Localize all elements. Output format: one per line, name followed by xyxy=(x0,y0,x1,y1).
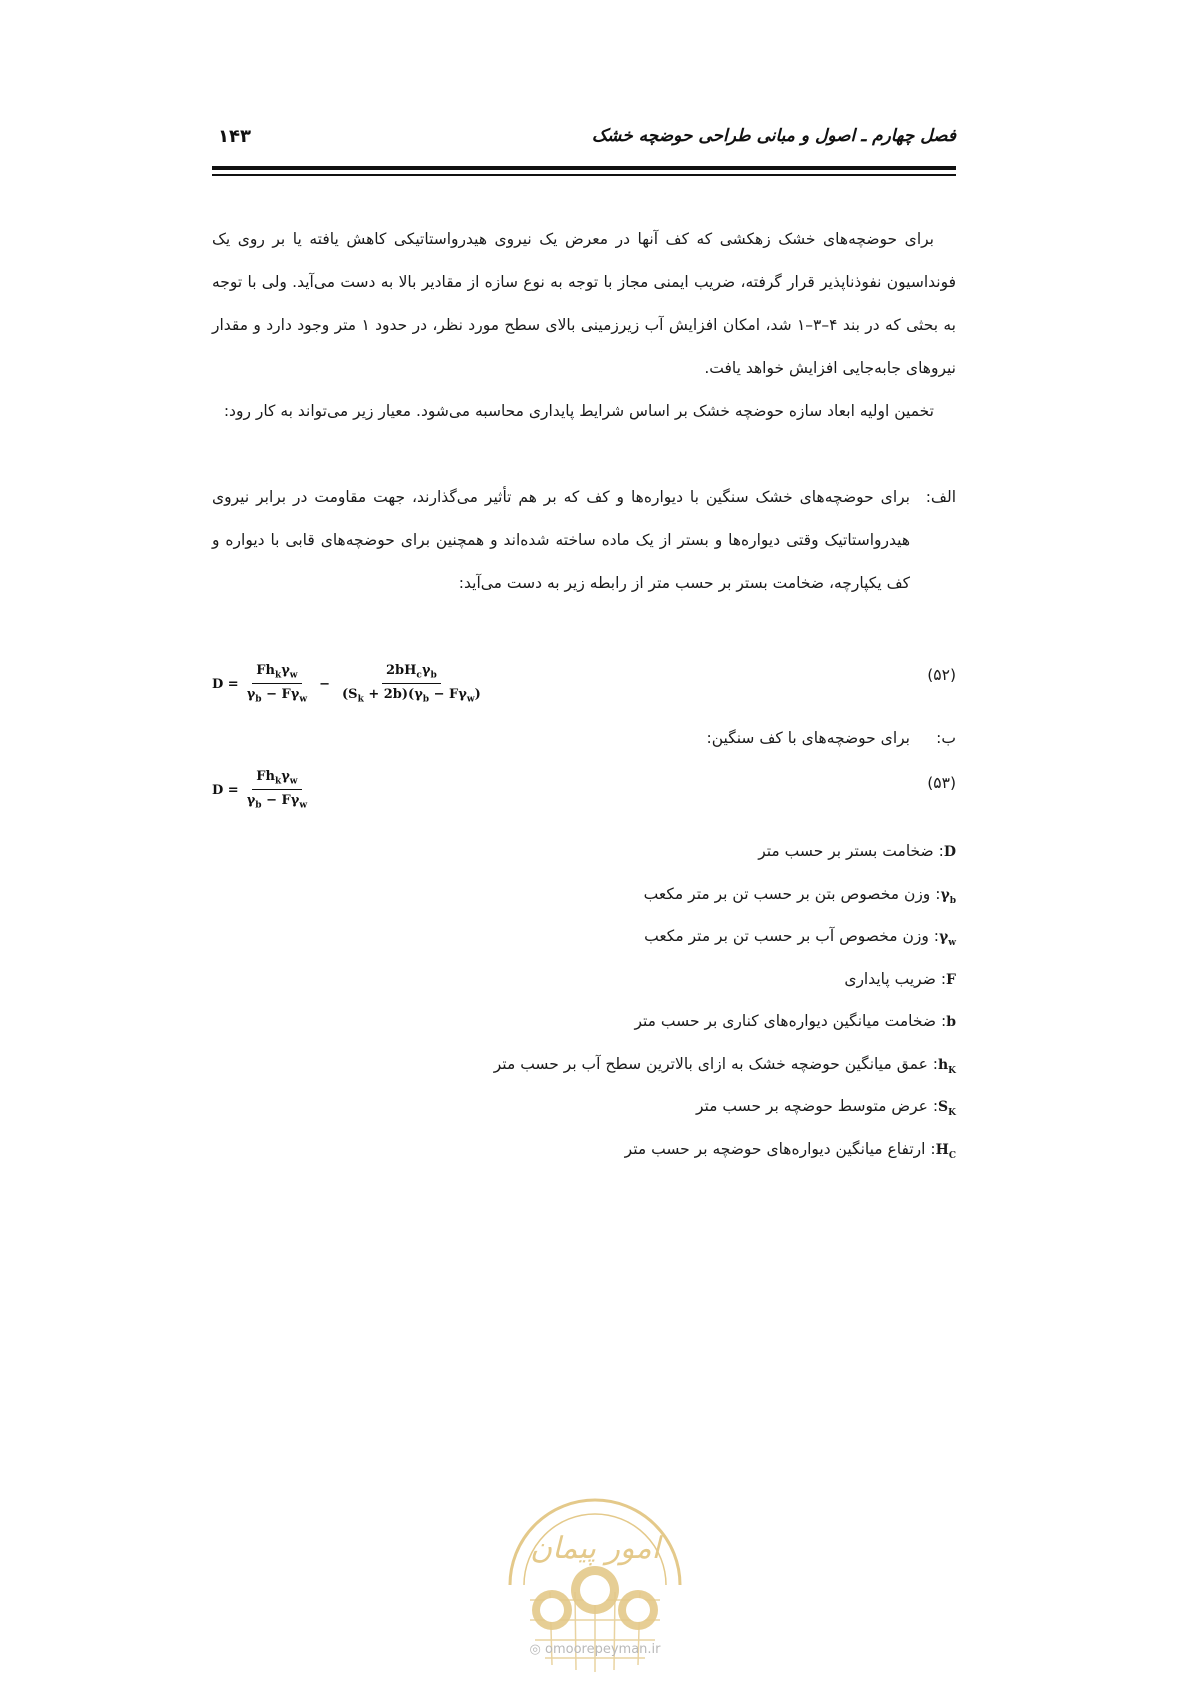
eq53-fraction xyxy=(243,769,311,810)
equation-53-formula xyxy=(212,764,315,816)
eq53-denominator: $\gamma_b - F\gamma_w$ xyxy=(246,793,308,811)
definition-text: : ضخامت بستر بر حسب متر xyxy=(758,842,944,860)
definition-symbol: F xyxy=(946,971,956,988)
page-header xyxy=(212,124,956,158)
definition-item xyxy=(494,830,956,873)
definition-symbol: $h_K$ xyxy=(937,1056,956,1076)
list-item-a-text: برای حوضچه‌های خشک سنگین با دیواره‌ها و کف که بر هم تأثیر می‌گذارند، جهت مقاومت در برابر نیروی هیدرواستاتیک وقتی دیواره‌ها و بستر از یک ماده ساخته شده‌اند و همچنین برای حوضچه‌های قابی با دیواره و کف یکپارچه، ضخامت بستر بر حسب متر از رابطه زیر به دست می‌آید: xyxy=(212,488,910,592)
definition-text: : ارتفاع میانگین دیواره‌های حوضچه بر حسب متر xyxy=(624,1139,936,1158)
definition-symbol: b xyxy=(946,1014,956,1030)
eq52-frac2-numerator: $2bH_c\gamma_b$ xyxy=(382,663,441,684)
definition-text: : ضریب پایداری xyxy=(844,969,947,988)
definition-item xyxy=(494,1043,956,1086)
equation-52-number: (۵۲) xyxy=(927,666,956,684)
definition-symbol: $\gamma_w$ xyxy=(939,929,956,948)
list-marker-a: الف: xyxy=(925,488,956,506)
definition-text: : ضخامت میانگین دیواره‌های کناری بر حسب متر xyxy=(634,1012,947,1030)
equation-53 xyxy=(212,764,956,816)
eq52-fraction-1 xyxy=(243,663,311,704)
eq52-frac1-numerator: $Fh_k\gamma_w$ xyxy=(252,663,301,684)
definition-symbol: $S_K$ xyxy=(938,1099,956,1118)
watermark-logo xyxy=(490,1480,700,1690)
eq52-frac2-denominator: $(S_k + 2b)(\gamma_b - F\gamma_w)$ xyxy=(342,687,481,705)
definition-text: : عرض متوسط حوضچه بر حسب متر xyxy=(695,1097,939,1115)
watermark-url: ◎ omoorepeyman.ir xyxy=(529,1642,661,1657)
definition-item xyxy=(494,873,956,916)
definition-text: : وزن مخصوص بتن بر حسب تن بر متر مکعب xyxy=(643,884,941,903)
definition-symbol: $\gamma_b$ xyxy=(940,886,956,906)
page-number: ۱۴۳ xyxy=(218,126,251,147)
eq53-numerator: $Fh_k\gamma_w$ xyxy=(252,769,301,790)
header-rule-thin xyxy=(212,174,956,176)
definition-symbol: D xyxy=(943,844,956,860)
definition-item xyxy=(494,1085,956,1128)
definition-item xyxy=(494,915,956,958)
definition-item xyxy=(494,1000,956,1043)
equation-52 xyxy=(212,656,956,712)
definition-symbol: $H_C$ xyxy=(935,1141,956,1161)
definition-item xyxy=(494,958,956,1001)
header-rule-thick xyxy=(212,166,956,170)
paragraph-2: تخمین اولیه ابعاد سازه حوضچه خشک بر اساس شرایط پایداری محاسبه می‌شود. معیار زیر می‌تواند به کار رود: xyxy=(223,402,934,420)
paragraph-1: برای حوضچه‌های خشک زهکشی که کف آنها در معرض یک نیروی هیدرواستاتیکی کاهش یافته یا بر روی یک فونداسیون نفوذناپذیر قرار گرفته، ضریب ایمنی مجاز با توجه به نوع سازه از مقادیر بالا به دست می‌آید. ولی با توجه به بحثی که در بند ۴–۳–۱ شد، امکان افزایش آب زیرزمینی بالای سطح مورد نظر، در حدود ۱ متر وجود دارد و مقدار نیروهای جابه‌جایی افزایش خواهد یافت. xyxy=(212,230,956,377)
list-item-b-text: برای حوضچه‌های با کف سنگین: xyxy=(706,729,910,747)
eq52-lhs: D = xyxy=(212,676,239,692)
eq53-lhs: D = xyxy=(212,782,239,798)
list-marker-b: ب: xyxy=(936,729,956,747)
equation-52-formula xyxy=(212,656,489,712)
chapter-title: فصل چهارم ـ اصول و مبانی طراحی حوضچه خشک xyxy=(591,126,956,146)
watermark-logo-text: امور پیمان xyxy=(530,1531,660,1566)
eq52-frac1-denominator: $\gamma_b - F\gamma_w$ xyxy=(246,687,308,705)
eq52-fraction-2 xyxy=(338,663,485,704)
definition-item xyxy=(494,1128,956,1171)
equation-53-number: (۵۳) xyxy=(927,774,956,792)
eq52-minus: − xyxy=(319,676,331,692)
definition-text: : عمق میانگین حوضچه خشک به ازای بالاترین سطح آب بر حسب متر xyxy=(493,1054,938,1073)
definition-text: : وزن مخصوص آب بر حسب تن بر متر مکعب xyxy=(644,927,939,945)
symbol-definitions xyxy=(494,830,956,1170)
